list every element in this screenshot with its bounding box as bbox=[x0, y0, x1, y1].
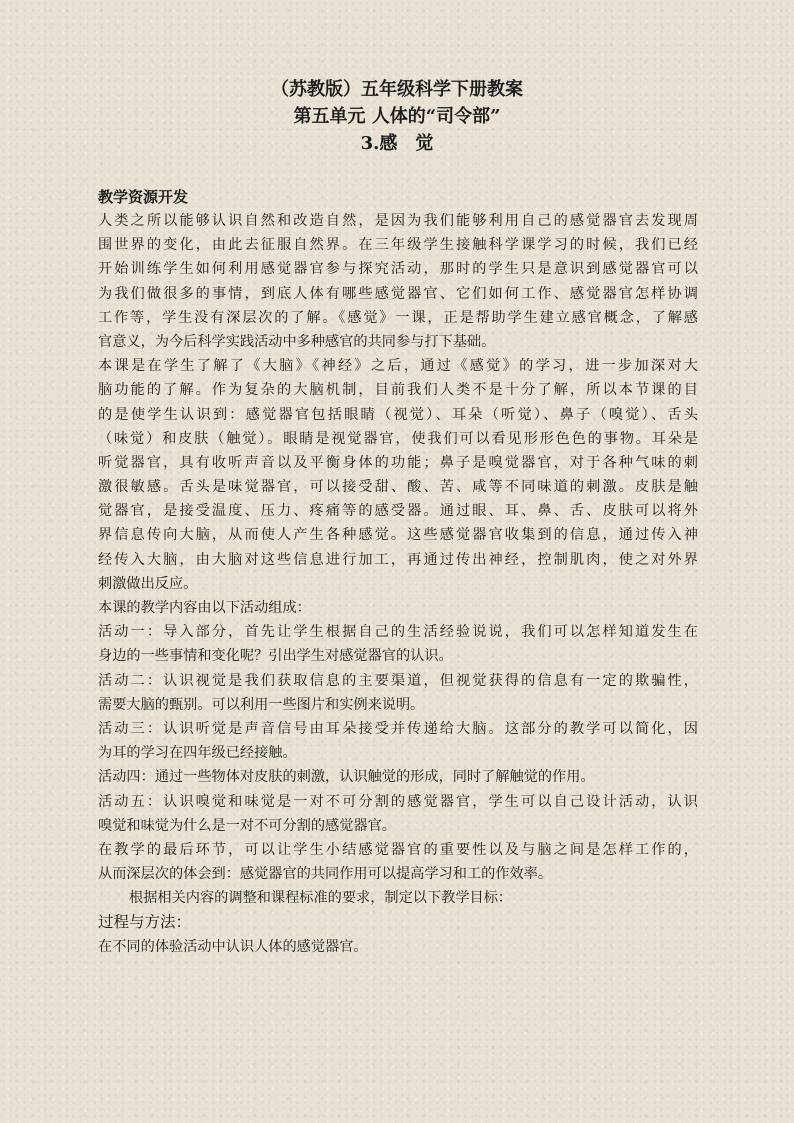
activity-line: 为耳的学习在四年级已经接触。 bbox=[98, 745, 297, 762]
paragraph-line: 从而深层次的体会到：感觉器官的共同作用可以提高学习和工的作效率。 bbox=[98, 866, 553, 883]
section-heading: 教学资源开发 bbox=[98, 188, 189, 206]
paragraph-line: 脑功能的了解。作为复杂的大脑机制，目前我们人类不是十分了解，所以本节课的目 bbox=[98, 382, 698, 399]
unit-title: 第五单元 人体的“司令部” bbox=[293, 106, 501, 127]
subsection-heading: 过程与方法： bbox=[98, 913, 192, 932]
paragraph-line: 本课的教学内容由以下活动组成： bbox=[98, 600, 311, 616]
activity-line: 活动二：认识视觉是我们获取信息的主要渠道，但视觉获得的信息有一定的欺骗性， bbox=[98, 672, 698, 689]
document-title: （苏教版）五年级科学下册教案 bbox=[271, 79, 523, 100]
paragraph-line: 觉器官，是接受温度、压力、疼痛等的感受器。通过眼、耳、鼻、舌、皮肤可以将外 bbox=[98, 503, 698, 520]
paragraph-line: 在教学的最后环节，可以让学生小结感觉器官的重要性以及与脑之间是怎样工作的， bbox=[98, 841, 698, 858]
paragraph-line: 听觉器官，具有收听声音以及平衡身体的功能；鼻子是嗅觉器官，对于各种气味的刺 bbox=[98, 454, 698, 471]
activity-line: 活动五：认识嗅觉和味觉是一对不可分割的感觉器官，学生可以自己设计活动，认识 bbox=[98, 793, 698, 810]
paragraph-line: 工作等，学生没有深层次的了解。《感觉》一课，正是帮助学生建立感官概念，了解感 bbox=[98, 309, 698, 326]
activity-line: 活动四：通过一些物体对皮肤的刺激，认识触觉的形成，同时了解触觉的作用。 bbox=[98, 769, 595, 786]
activity-line: 身边的一些事情和变化呢？引出学生对感觉器官的认识。 bbox=[98, 648, 453, 665]
document-body bbox=[98, 185, 698, 959]
paragraph-line: 刺激做出反应。 bbox=[98, 575, 198, 592]
lesson-title: 3.感 觉 bbox=[360, 133, 434, 154]
paragraph-line: 经传入大脑，由大脑对这些信息进行加工，再通过传出神经，控制肌肉，使之对外界 bbox=[98, 551, 698, 568]
paragraph-line: 围世界的变化，由此去征服自然界。在三年级学生接触科学课学习的时候，我们已经 bbox=[98, 237, 698, 254]
paragraph-line: （味觉）和皮肤（触觉）。眼睛是视觉器官，使我们可以看见形形色色的事物。耳朵是 bbox=[98, 430, 698, 447]
paragraph-line: 为我们做很多的事情，到底人体有哪些感觉器官、它们如何工作、感觉器官怎样协调 bbox=[98, 285, 698, 302]
paragraph-line: 界信息传向大脑，从而使人产生各种感觉。这些感觉器官收集到的信息，通过传入神 bbox=[98, 527, 698, 544]
activity-line: 活动三：认识听觉是声音信号由耳朵接受并传递给大脑。这部分的教学可以简化，因 bbox=[98, 720, 698, 737]
paragraph-line: 的是使学生认识到：感觉器官包括眼睛（视觉）、耳朵（听觉）、鼻子（嗅觉）、舌头 bbox=[98, 406, 698, 423]
paragraph-line: 人类之所以能够认识自然和改造自然，是因为我们能够利用自己的感觉器官去发现周 bbox=[98, 213, 698, 229]
title-block bbox=[0, 76, 794, 157]
paragraph-line: 在不同的体验活动中认识人体的感觉器官。 bbox=[98, 938, 368, 955]
activity-line: 嗅觉和味觉为什么是一对不可分割的感觉器官。 bbox=[98, 817, 396, 834]
paragraph-line: 官意义，为今后科学实践活动中多种感官的共同参与打下基础。 bbox=[98, 333, 496, 350]
paragraph-line: 开始训练学生如何利用感觉器官参与探究活动，那时的学生只是意识到感觉器官可以 bbox=[98, 261, 698, 278]
paragraph-line: 激很敏感。舌头是味觉器官，可以接受甜、酸、苦、咸等不同味道的刺激。皮肤是触 bbox=[98, 479, 698, 496]
activity-line: 活动一：导入部分，首先让学生根据自己的生活经验说说，我们可以怎样知道发生在 bbox=[98, 624, 698, 641]
paragraph-line: 本课是在学生了解了《大脑》《神经》之后，通过《感觉》的学习，进一步加深对大 bbox=[98, 358, 698, 375]
activity-line: 需要大脑的甄别。可以利用一些图片和实例来说明。 bbox=[98, 696, 425, 713]
paragraph-line: 根据相关内容的调整和课程标准的要求，制定以下教学目标： bbox=[129, 890, 513, 907]
